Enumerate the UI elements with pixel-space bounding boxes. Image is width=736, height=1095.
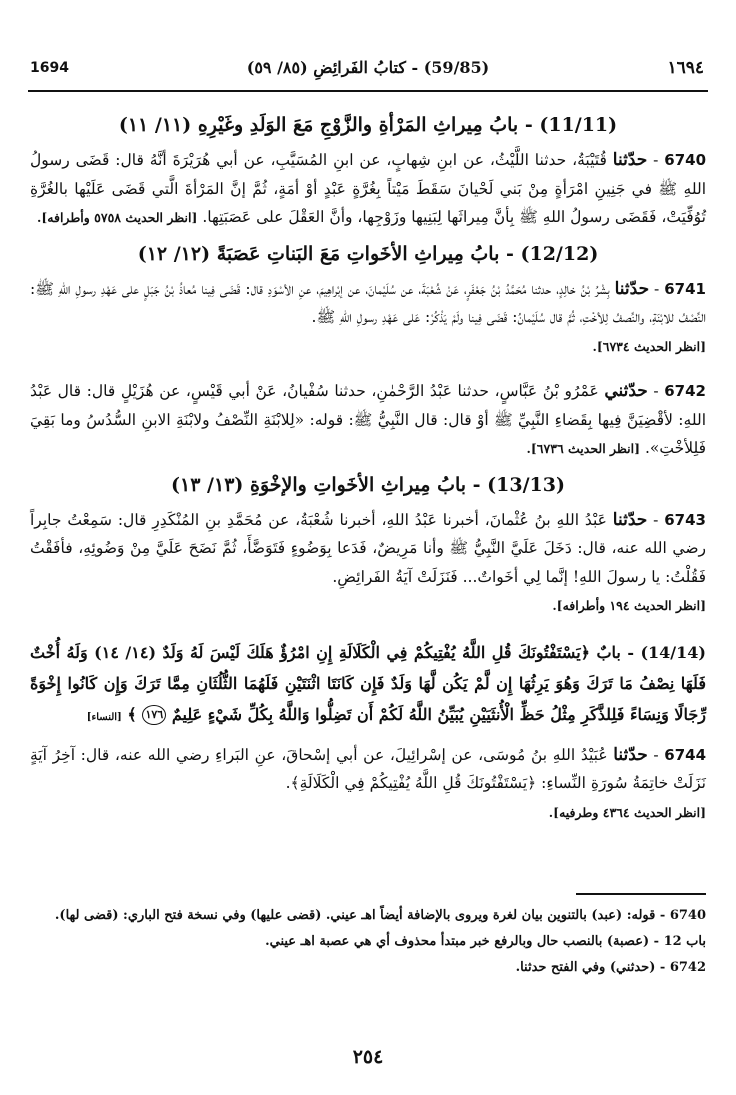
hadith-reference: [انظر الحديث ٦٧٣٦]. bbox=[526, 441, 641, 456]
hadith-keyword: حدّثنا bbox=[612, 150, 648, 170]
footnote-divider bbox=[576, 893, 706, 895]
chapter-heading: (12/12) - بابُ مِيراثِ الأخَواتِ مَعَ البَناتِ عَصَبَةً (١٢/ ١٢) bbox=[137, 242, 599, 265]
hadith-number: 6740 bbox=[664, 151, 707, 169]
hadith-6742: 6742 - حدّثني عَمْرُو بْنُ عَبَّاسٍ، حدثنا عَبْدُ الرَّحْمٰنِ، حدثنا سُفْيانُ، عَنْ أبي قَيْسٍ، عن هُزَيْلٍ قال: قال عَبْدُ اللهِ: لأقْضِيَنَّ فِيها بِقَضاءِ النَّبِيِّ ﷺ أوْ قال: قال النَّبِيُّ ﷺ: قوله: «لِلابْنَةِ النِّصْفُ ولابْنَةِ الابنِ السُّدُسُ وما بَقِيَ فَلِلأخْتِ». [انظر الحديث ٦٧٣٦]. bbox=[30, 381, 706, 457]
hadith-text: قُتَيْبَةُ، حدثنا اللَّيْثُ، عن ابنِ شِهابٍ، عن ابنِ المُسَيَّبِ، عن أبي هُرَيْرَةَ أنَّهُ قال: قَضَى رسولُ اللهِ ﷺ في جَنِينِ امْرَأةٍ مِنْ بَني لَحْيانَ سَقَطَ مَيْتاً بِغُرَّةٍ عَبْدٍ أوْ أمَةٍ، ثُمَّ إنَّ المَرْأةَ الَّتي قَضَى عَلَيْها بالغُرَّةِ تُوُفِّيَتْ، فَقَضَى رسولُ اللهِ ﷺ بِأنَّ مِيراثَها لِبَنِيها وزَوْجِها، وأنَّ العَقْلَ على عَصَبَتِها. bbox=[30, 151, 706, 226]
running-title: (59/85) - كتابُ الفَرائِضِ (٨٥/ ٥٩) bbox=[246, 58, 490, 77]
ayah-number-marker: ١٧٦ bbox=[142, 705, 166, 725]
hadith-keyword: حدّثنا bbox=[612, 509, 648, 530]
hadith-text: عَمْرُو بْنُ عَبَّاسٍ، حدثنا عَبْدُ الرَّحْمٰنِ، حدثنا سُفْيانُ، عَنْ أبي قَيْسٍ، عن هُزَيْلٍ قال: قال عَبْدُ اللهِ: لأقْضِيَنَّ فِيها بِقَضاءِ النَّبِيِّ ﷺ أوْ قال: قال النَّبِيُّ ﷺ: قوله: «لِلابْنَةِ النِّصْفُ ولابْنَةِ الابنِ السُّدُسُ وما بَقِيَ فَلِلأخْتِ». bbox=[30, 382, 706, 457]
verse-source: [النساء] bbox=[86, 711, 122, 723]
hadith-6743: 6743 - حدّثنا عَبْدُ اللهِ بنُ عُثْمانَ، أخبرنا عَبْدُ اللهِ، أخبرنا شُعْبَةُ، عن مُحَمَّدِ بنِ المُنْكَدِرِ قال: سَمِعْتُ جابِراً رضي الله عنه، قال: دَخَلَ عَلَيَّ النَّبِيُّ ﷺ وأنا مَرِيضٌ، فَدَعا بِوَضُوءٍ فَتَوَضَّأَ، ثُمَّ نَضَحَ عَلَيَّ مِنْ وَضُوئِهِ، فأفَقْتُ فَقُلْتُ: يا رسولَ اللهِ! إنَّما لِي أخَواتٌ... فَنَزَلَتْ آيَةُ الفَرائِضِ. [انظر الحديث ١٩٤ وأطرافه]. bbox=[30, 509, 706, 613]
chapter-heading: (11/11) - بابُ مِيراثِ المَرْأةِ والزَّوْجِ مَعَ الوَلَدِ وغَيْرِهِ (١١/ ١١) bbox=[118, 114, 618, 136]
hadith-number: 6743 bbox=[664, 510, 706, 529]
hadith-reference: [انظر الحديث ١٩٤ وأطرافه]. bbox=[552, 598, 706, 613]
footnote: 6742 - (حدثني) وفي الفتح حدثنا. bbox=[515, 960, 706, 975]
hadith-6740: 6740 - حدّثنا قُتَيْبَةُ، حدثنا اللَّيْثُ، عن ابنِ شِهابٍ، عن ابنِ المُسَيَّبِ، عن أبي هُرَيْرَةَ أنَّهُ قال: قَضَى رسولُ اللهِ ﷺ في جَنِينِ امْرَأةٍ مِنْ بَني لَحْيانَ سَقَطَ مَيْتاً بِغُرَّةٍ عَبْدٍ أوْ أمَةٍ، ثُمَّ إنَّ المَرْأةَ الَّتي قَضَى عَلَيْها بالغُرَّةِ تُوُفِّيَتْ، فَقَضَى رسولُ اللهِ ﷺ بِأنَّ مِيراثَها لِبَنِيها وزَوْجِها، وأنَّ العَقْلَ على عَصَبَتِها. [انظر الحديث ٥٧٥٨ وأطرافه]. bbox=[30, 150, 707, 226]
hadith-6741: 6741 - حدّثنا بِشْرُ بْنُ خالِدٍ، حدثنا مُحَمَّدُ بْنُ جَعْفَرٍ، عَنْ شُعْبَةَ، عن سُلَيْمانَ، عن إبْراهِيمَ، عنِ الأسْوَدِ قال: قَضَى فِينا مُعاذُ بْنُ جَبَلٍ على عَهْدِ رسولِ اللهِ ﷺ: النِّصْفُ للابْنَةِ، والنِّصفُ لِلأخْتِ، ثُمَّ قال سُلَيْمانُ: قَضَى فِينا ولَمْ يَذْكُرْ: عَلى عَهْدِ رسولِ اللهِ ﷺ. [انظر الحديث ٦٧٣٤]. bbox=[30, 278, 706, 354]
hadith-text: بِشْرُ بْنُ خالِدٍ، حدثنا مُحَمَّدُ بْنُ جَعْفَرٍ، عَنْ شُعْبَةَ، عن سُلَيْمانَ، عن إبْراهِيمَ، عنِ الأسْوَدِ قال: قَضَى فِينا مُعاذُ بْنُ جَبَلٍ على عَهْدِ رسولِ اللهِ ﷺ: النِّصْفُ للابْنَةِ، والنِّصفُ لِلأخْتِ، ثُمَّ قال سُلَيْمانُ: قَضَى فِينا ولَمْ يَذْكُرْ: عَلى عَهْدِ رسولِ اللهِ ﷺ. bbox=[30, 279, 706, 326]
header-divider bbox=[28, 90, 708, 92]
hadith-text: عُبَيْدُ اللهِ بنُ مُوسَى، عن إسْرائِيلَ، عن أبي إسْحاقَ، عنِ البَراءِ رضي الله عنه، قال: آخِرُ آيَةٍ نَزَلَتْ خاتِمَةُ سُورَةِ النِّساءِ: ﴿يَسْتَفْتُونَكَ قُلِ اللَّهُ يُفْتِيكُمْ فِي الْكَلَالَةِ﴾. bbox=[30, 745, 706, 792]
footnotes bbox=[30, 903, 706, 981]
hadith-6744: 6744 - حدّثنا عُبَيْدُ اللهِ بنُ مُوسَى، عن إسْرائِيلَ، عن أبي إسْحاقَ، عنِ البَراءِ رضي الله عنه، قال: آخِرُ آيَةٍ نَزَلَتْ خاتِمَةُ سُورَةِ النِّساءِ: ﴿يَسْتَفْتُونَكَ قُلِ اللَّهُ يُفْتِيكُمْ فِي الْكَلَالَةِ﴾. [انظر الحديث ٤٣٦٤ وطرفيه]. bbox=[30, 744, 707, 820]
hadith-number: 6742 bbox=[664, 382, 706, 400]
hadith-keyword: حدّثنا bbox=[613, 744, 648, 765]
footnote: باب 12 - (عصبة) بالنصب حال وبالرفع خبر مبتدأ محذوف أي هي عصبة اهـ عيني. bbox=[265, 934, 706, 949]
quran-verse: وَلَهُ أُخْتٌ فَلَهَا نِصْفُ مَا تَرَكَ وَهُوَ يَرِثُهَا إِن لَّمْ يَكُن لَّهَا وَلَدٌ فَإِن كَانَتَا اثْنَتَيْنِ فَلَهُمَا الثُّلُثَانِ مِمَّا تَرَكَ وَإِن كَانُوا إِخْوَةً رِّجَالًا وَنِسَاءً فَلِلذَّكَرِ مِثْلُ حَظِّ الْأُنثَيَيْنِ يُبَيِّنُ اللَّهُ لَكُمْ أَن تَضِلُّوا وَاللَّهُ بِكُلِّ شَيْءٍ عَلِيمٌ bbox=[30, 642, 707, 724]
page-number-arabic: ١٦٩٤ bbox=[667, 58, 704, 78]
hadith-number: 6741 bbox=[664, 279, 706, 298]
hadith-reference: [انظر الحديث ٤٣٦٤ وطرفيه]. bbox=[548, 804, 706, 820]
chapter-heading: (13/13) - بابُ مِيراثِ الأخَواتِ والإخْوَةِ (١٣/ ١٣) bbox=[171, 473, 565, 496]
hadith-number: 6744 bbox=[664, 745, 707, 764]
page-header bbox=[30, 58, 706, 88]
hadith-keyword: حدّثني bbox=[604, 381, 648, 401]
hadith-text: عَبْدُ اللهِ بنُ عُثْمانَ، أخبرنا عَبْدُ اللهِ، أخبرنا شُعْبَةُ، عن مُحَمَّدِ بنِ المُنْكَدِرِ قال: سَمِعْتُ جابِراً رضي الله عنه، قال: دَخَلَ عَلَيَّ النَّبِيُّ ﷺ وأنا مَرِيضٌ، فَدَعا بِوَضُوءٍ فَتَوَضَّأَ، ثُمَّ نَضَحَ عَلَيَّ مِنْ وَضُوئِهِ، فأفَقْتُ فَقُلْتُ: يا رسولَ اللهِ! إنَّما لِي أخَواتٌ... فَنَزَلَتْ آيَةُ الفَرائِضِ. bbox=[30, 510, 706, 586]
hadith-reference: [انظر الحديث ٦٧٣٤]. bbox=[592, 338, 706, 354]
page-number-latin: 1694 bbox=[30, 60, 69, 76]
chapter-heading-verse: (14/14) - بابٌ ﴿يَسْتَفْتُونَكَ قُلِ اللَّهُ يُفْتِيكُمْ فِي الْكَلَالَةِ إِنِ امْرُؤٌ هَلَكَ لَيْسَ لَهُ وَلَدٌ (١٤/ ١٤) وَلَهُ أُخْتٌ فَلَهَا نِصْفُ مَا تَرَكَ وَهُوَ يَرِثُهَا إِن لَّمْ يَكُن لَّهَا وَلَدٌ فَإِن كَانَتَا اثْنَتَيْنِ فَلَهُمَا الثُّلُثَانِ مِمَّا تَرَكَ وَإِن كَانُوا إِخْوَةً رِّجَالًا وَنِسَاءً فَلِلذَّكَرِ مِثْلُ حَظِّ الْأُنثَيَيْنِ يُبَيِّنُ اللَّهُ لَكُمْ أَن تَضِلُّوا وَاللَّهُ بِكُلِّ شَيْءٍ عَلِيمٌ ١٧٦ ﴾ [النساء] bbox=[30, 642, 707, 724]
main-text bbox=[30, 104, 706, 833]
page-number-bottom: ٢٥٤ bbox=[352, 1046, 384, 1068]
footnote: 6740 - قوله: (عبد) بالتنوين بيان لغرة ويروى بالإضافة أيضاً اهـ عيني. (قضى عليها) وفي نسخة فتح الباري: (قضى لها). bbox=[54, 908, 706, 923]
chapter-heading: (14/14) - بابٌ ﴿يَسْتَفْتُونَكَ قُلِ اللَّهُ يُفْتِيكُمْ فِي الْكَلَالَةِ إِنِ امْرُؤٌ هَلَكَ لَيْسَ لَهُ وَلَدٌ bbox=[162, 642, 706, 662]
hadith-keyword: حدّثنا bbox=[614, 278, 650, 299]
chapter-heading-tail: (١٤/ ١٤) bbox=[94, 642, 157, 662]
hadith-reference: [انظر الحديث ٥٧٥٨ وأطرافه]. bbox=[37, 210, 198, 225]
